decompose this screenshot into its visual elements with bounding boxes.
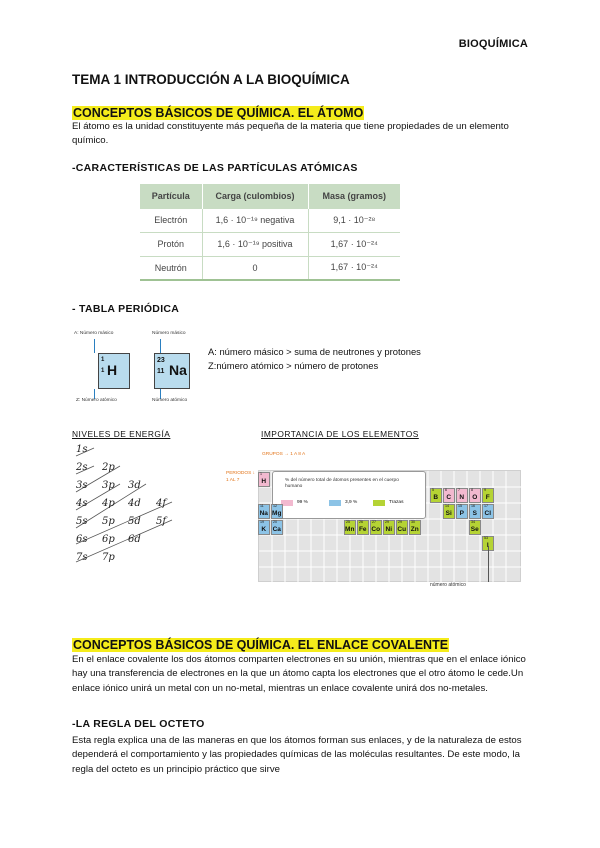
element-number: 19: [260, 520, 264, 524]
element-si: [443, 504, 455, 519]
table-cell: 1,67 · 10⁻²⁴: [308, 256, 400, 280]
element-number: 17: [484, 504, 488, 508]
element-number: 7: [458, 488, 460, 492]
legend-39: 3,9 %: [345, 500, 358, 505]
element-number: 53: [484, 536, 488, 540]
section-atom-text: El átomo es la unidad constituyente más pequeña de la materia que tiene propiedades de un elemento químico.: [72, 121, 509, 147]
element-number: 6: [445, 488, 447, 492]
element-fe: [357, 520, 369, 535]
element-cu: [396, 520, 408, 535]
periodic-heading: - TABLA PERIÓDICA: [72, 303, 180, 315]
groups-label: GRUPOS → 1 A 8 A: [262, 452, 306, 457]
orbital-label: 5f: [156, 516, 167, 527]
element-symbol: F: [485, 494, 490, 501]
section-atom-heading: CONCEPTOS BÁSICOS DE QUÍMICA. EL ÁTOMO: [73, 106, 364, 120]
table-header: Masa (gramos): [308, 184, 400, 208]
element-p: [456, 504, 468, 519]
element-number: 16: [471, 504, 475, 508]
orbital-label: 2p: [102, 462, 115, 473]
orbital-label: 5d: [128, 516, 141, 527]
element-symbol: S: [472, 510, 477, 517]
page-title: TEMA 1 INTRODUCCIÓN A LA BIOQUÍMICA: [72, 72, 350, 87]
orbital-label: 3d: [128, 480, 141, 491]
atomic-number-pointer: [488, 546, 489, 582]
orbital-label: 7s: [76, 552, 88, 563]
element-mn: [344, 520, 356, 535]
periods-label: PERIODOS ↓ 1 AL 7: [226, 471, 256, 483]
atomic-number-label: número atómico: [430, 582, 466, 588]
orbital-label: 4f: [156, 498, 167, 509]
h-atomic-number: 1: [101, 368, 105, 374]
element-symbol: N: [459, 494, 465, 501]
element-symbol: B: [433, 494, 439, 501]
element-zn: [409, 520, 421, 535]
section-covalent-heading: CONCEPTOS BÁSICOS DE QUÍMICA. EL ENLACE COVALENTE: [73, 638, 449, 652]
orbital-label: 6p: [102, 534, 115, 545]
element-number: 5: [432, 488, 434, 492]
h-atomic-label: Z: Número atómico: [76, 398, 117, 403]
table-header: Carga (culombios): [202, 184, 308, 208]
element-symbol: O: [472, 494, 478, 501]
element-number: 15: [458, 504, 462, 508]
particles-heading: -CARACTERÍSTICAS DE LAS PARTÍCULAS ATÓMICAS: [72, 162, 358, 174]
table-cell: 0: [202, 256, 308, 280]
orbital-label: 6d: [128, 534, 141, 545]
element-s: [469, 504, 481, 519]
h-symbol: H: [107, 362, 118, 378]
orbital-label: 4s: [76, 498, 88, 509]
orbital-label: 2s: [76, 462, 88, 473]
element-symbol: Zn: [410, 526, 419, 533]
element-co: [370, 520, 382, 535]
element-number: 26: [359, 520, 363, 524]
orbital-label: 4d: [128, 498, 141, 509]
element-f: [482, 488, 494, 503]
na-mass-number: 23: [157, 357, 165, 364]
table-cell: Protón: [140, 232, 202, 256]
element-symbol: Cu: [397, 526, 407, 533]
element-symbol: Si: [445, 510, 452, 517]
element-number: 29: [398, 520, 402, 524]
legend-99: 99 %: [297, 500, 308, 505]
element-symbol: Fe: [358, 526, 367, 533]
table-cell: 1,67 · 10⁻²⁴: [308, 232, 400, 256]
na-atomic-label: Número atómico: [152, 398, 188, 403]
element-symbol: Mn: [345, 526, 355, 533]
na-symbol: Na: [169, 362, 187, 378]
legend-mass-number: A: número másico > suma de neutrones y protones: [208, 346, 421, 357]
orbital-label: 1s: [76, 444, 88, 455]
element-c: [443, 488, 455, 503]
element-o: [469, 488, 481, 503]
element-symbol: Ca: [272, 526, 281, 533]
element-cl: [482, 504, 494, 519]
octet-heading: -LA REGLA DEL OCTETO: [72, 718, 205, 730]
element-number: 25: [346, 520, 350, 524]
table-cell: 1,6 · 10⁻¹⁹ negativa: [202, 208, 308, 232]
energy-levels-heading: NIVELES DE ENERGÍA: [72, 429, 171, 439]
element-number: 9: [484, 488, 486, 492]
element-symbol: P: [459, 510, 464, 517]
table-cell: 1,6 · 10⁻¹⁹ positiva: [202, 232, 308, 256]
element-symbol: C: [446, 494, 452, 501]
element-na: [258, 504, 270, 519]
element-ni: [383, 520, 395, 535]
element-n: [456, 488, 468, 503]
element-ca: [271, 520, 283, 535]
page-header-subject: BIOQUÍMICA: [458, 38, 528, 50]
orbital-label: 3s: [76, 480, 88, 491]
element-number: 20: [273, 520, 277, 524]
table-cell: Electrón: [140, 208, 202, 232]
table-cell: Neutrón: [140, 256, 202, 280]
orbital-label: 6s: [76, 534, 88, 545]
octet-text: Esta regla explica una de las maneras en que los átomos forman sus enlaces, y de la naturaleza de estos dependerá el comportamiento y las propiedades químicas de las moléculas resultantes. De este modo, la regla del octeto es un principio práctico que sirve: [72, 735, 522, 775]
element-number: 27: [372, 520, 376, 524]
h-mass-number: 1: [101, 357, 105, 363]
legend-atomic-number: Z:número atómico > número de protones: [208, 360, 379, 371]
element-symbol: Se: [470, 526, 479, 533]
element-k: [258, 520, 270, 535]
section-covalent-text: En el enlace covalente los dos átomos comparten electrones en su unión, mientras que en el enlace iónico hay una transferencia de electrones en la que un átomo capta los electrones que el otro átomo le cede.Un enlace iónico unirá un metal con un no-metal, mientras un enlace covalente unirá dos no-metales.: [72, 654, 526, 694]
orbital-label: 5p: [102, 516, 115, 527]
element-number: 34: [471, 520, 475, 524]
legend-title: % del número total de átomos presentes en el cuerpo humano: [285, 478, 399, 489]
orbital-label: 7p: [102, 552, 115, 563]
element-number: 14: [445, 504, 449, 508]
na-mass-label: Número másico: [152, 331, 186, 336]
na-atomic-number: 11: [157, 368, 165, 375]
element-mg: [271, 504, 283, 519]
element-b: [430, 488, 442, 503]
element-symbol: Mg: [272, 510, 282, 517]
element-symbol: Na: [259, 510, 268, 517]
element-number: 8: [471, 488, 473, 492]
legend-traces: Trazas: [389, 500, 404, 505]
h-mass-label: A: Número másico: [74, 331, 114, 336]
element-symbol: Cl: [484, 510, 491, 517]
element-symbol: Co: [371, 526, 381, 533]
element-number: 1: [260, 472, 262, 476]
table-header: Partícula: [140, 184, 202, 208]
element-number: 11: [260, 504, 264, 508]
element-number: 30: [411, 520, 415, 524]
element-h: [258, 472, 270, 487]
orbital-label: 3p: [102, 480, 115, 491]
element-symbol: K: [261, 526, 267, 533]
element-se: [469, 520, 481, 535]
table-cell: 9,1 · 10⁻²⁸: [308, 208, 400, 232]
orbital-label: 4p: [102, 498, 115, 509]
element-number: 12: [273, 504, 277, 508]
element-number: 29: [385, 520, 389, 524]
element-symbol: H: [261, 478, 267, 485]
element-symbol: Ni: [385, 526, 392, 533]
importance-heading: IMPORTANCIA DE LOS ELEMENTOS: [261, 429, 419, 439]
orbital-label: 5s: [76, 516, 88, 527]
